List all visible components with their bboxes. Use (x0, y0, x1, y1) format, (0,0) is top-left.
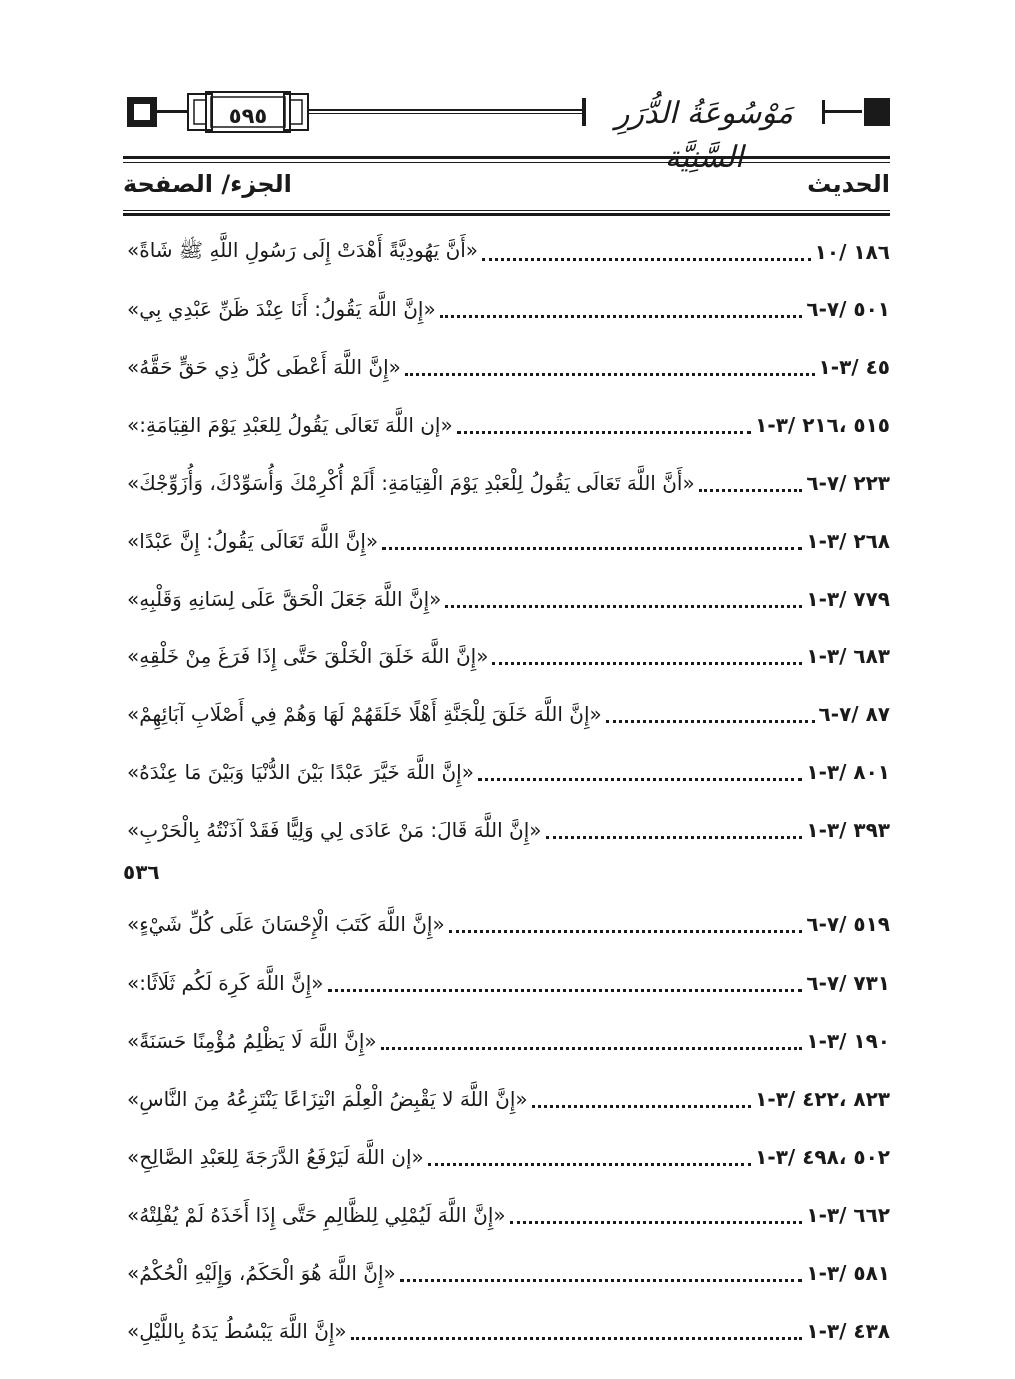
leader-dots (510, 1220, 803, 1224)
leader-dots (381, 1046, 803, 1050)
volume-page-ref: ٨٢٣ ،٤٢٢ /٣-١ (755, 1087, 890, 1111)
page-break-marker: ٥٣٦ (123, 860, 160, 884)
column-heading-hadith: الحديث (807, 170, 890, 198)
index-row (123, 1079, 890, 1119)
volume-page-ref: ٧٣١ /٧-٦ (806, 971, 890, 995)
leader-dots (449, 929, 803, 933)
leader-dots (405, 372, 815, 376)
volume-page-ref: ٥٠٢ ،٤٩٨ /٣-١ (755, 1145, 890, 1169)
leader-dots (482, 257, 811, 261)
leader-dots (492, 661, 802, 665)
hadith-text: «إِنَّ اللَّهَ كَتَبَ الْإِحْسَانَ عَلَى كُلِّ شَيْءٍ» (127, 912, 445, 936)
volume-page-ref: ٢٢٣ /٧-٦ (806, 471, 890, 495)
leader-dots (546, 835, 803, 839)
hadith-text: «إِنَّ اللَّهَ لَا يَظْلِمُ مُؤْمِنًا حَسَنَةً» (127, 1029, 377, 1053)
hadith-text: «إِنَّ اللَّهَ جَعَلَ الْحَقَّ عَلَى لِسَانِهِ وَقَلْبِهِ» (127, 587, 442, 611)
index-row (123, 1311, 890, 1351)
page-number: ٥٩٥ (228, 104, 268, 128)
header-ornament (0, 78, 1015, 158)
index-row (123, 521, 890, 561)
volume-page-ref: ٥١٩ /٧-٦ (806, 912, 890, 936)
hadith-text: «إِنَّ اللَّهَ يَبْسُطُ يَدَهُ بِاللَّيْلِ» (127, 1319, 347, 1343)
leader-dots (440, 314, 803, 318)
volume-page-ref: ٢٦٨ /٣-١ (806, 529, 890, 553)
index-row (123, 1195, 890, 1235)
hadith-text: «إِنَّ اللَّهَ لَيُمْلِي لِلظَّالِمِ حَتَّى إِذَا أَخَذَهُ لَمْ يُفْلِتْهُ» (127, 1203, 506, 1227)
volume-page-ref: ٦٨٣ /٣-١ (806, 644, 890, 668)
leader-dots (328, 988, 803, 992)
book-title: مَوْسُوعَةُ الدُّرَرِ (615, 96, 793, 131)
leader-dots (382, 546, 802, 550)
index-row (123, 405, 890, 445)
hadith-text: «إِنَّ اللَّهَ قَالَ: مَنْ عَادَى لِي وَلِيًّا فَقَدْ آذَنْتُهُ بِالْحَرْبِ» (127, 818, 542, 842)
volume-page-ref: ٤٥ /٣-١ (818, 355, 890, 379)
index-row (123, 694, 890, 734)
column-heading-volume-page: الجزء/ الصفحة (123, 170, 292, 198)
hadith-text: «إِنَّ اللَّهَ خَيَّرَ عَبْدًا بَيْنَ الدُّنْيَا وَبَيْنَ مَا عِنْدَهُ» (127, 760, 474, 784)
volume-page-ref: ١٩٠ /٣-١ (806, 1029, 890, 1053)
index-row (123, 1021, 890, 1061)
leader-dots (428, 1162, 751, 1166)
hadith-text: «إِنَّ اللَّهَ كَرِهَ لَكُم ثَلَاثًا:» (127, 971, 324, 995)
index-row (123, 810, 890, 850)
volume-page-ref: ١٨٦ /١٠ (814, 240, 890, 264)
column-rule-thick (123, 213, 890, 216)
volume-page-ref: ٧٧٩ /٣-١ (806, 587, 890, 611)
volume-page-ref: ٥١٥ ،٢١٦ /٣-١ (755, 413, 890, 437)
index-row (123, 1253, 890, 1293)
hadith-text: «إِنَّ اللَّهَ خَلَقَ الْخَلْقَ حَتَّى إِذَا فَرَغَ مِنْ خَلْقِهِ» (127, 644, 489, 668)
hadith-text: «إن اللَّهَ لَيَرْفَعُ الدَّرَجَةَ لِلعَبْدِ الصَّالِحِ» (127, 1145, 424, 1169)
index-row (123, 347, 890, 387)
index-row (123, 636, 890, 676)
index-row (123, 579, 890, 619)
index-row (123, 904, 890, 944)
hadith-text: «أَنَّ اللَّهَ تَعَالَى يَقُولُ لِلْعَبْدِ يَوْمَ الْقِيَامَةِ: أَلَمْ أُكْرِمْكَ وَأُسَوِّدْكَ، وَأُزَوِّجْكَ» (127, 471, 695, 495)
hadith-text: «إِنَّ اللَّهَ تَعَالَى يَقُولُ: إِنَّ عَبْدًا» (127, 529, 379, 553)
volume-page-ref: ٦٦٢ /٣-١ (806, 1203, 890, 1227)
hadith-text: «إِنَّ اللَّهَ هُوَ الْحَكَمُ، وَإِلَيْهِ الْحُكْمُ» (127, 1261, 396, 1285)
hadith-text: «إِنَّ اللَّهَ يَقُولُ: أَنَا عِنْدَ ظَنِّ عَبْدِي بِي» (127, 297, 436, 321)
leader-dots (445, 604, 802, 608)
leader-dots (699, 488, 803, 492)
volume-page-ref: ٥٠١ /٧-٦ (806, 297, 890, 321)
volume-page-ref: ٨٠١ /٣-١ (806, 760, 890, 784)
leader-dots (532, 1104, 751, 1108)
leader-dots (478, 777, 802, 781)
header-rule-top (123, 156, 890, 159)
header-rule-thin (123, 162, 890, 163)
leader-dots (351, 1336, 803, 1340)
index-row (123, 289, 890, 329)
leader-dots (606, 719, 815, 723)
volume-page-ref: ٨٧ /٧-٦ (818, 702, 890, 726)
leader-dots (400, 1278, 803, 1282)
hadith-text: «إِنَّ اللَّهَ لا يَقْبِضُ الْعِلْمَ انْتِزَاعًا يَنْتَزِعُهُ مِنَ النَّاسِ» (127, 1087, 528, 1111)
index-row (123, 963, 890, 1003)
volume-page-ref: ٤٣٨ /٣-١ (806, 1319, 890, 1343)
volume-page-ref: ٥٨١ /٣-١ (806, 1261, 890, 1285)
index-row (123, 232, 890, 272)
leader-dots (457, 430, 751, 434)
index-row (123, 1137, 890, 1177)
hadith-text: «إِنَّ اللَّهَ خَلَقَ لِلْجَنَّةِ أَهْلًا خَلَقَهُمْ لَهَا وَهُمْ فِي أَصْلَابِ آبَائِهِمْ» (127, 702, 602, 726)
hadith-text: «إِنَّ اللَّهَ أَعْطَى كُلَّ ذِي حَقٍّ حَقَّهُ» (127, 355, 401, 379)
index-row (123, 463, 890, 503)
hadith-text: «أَنَّ يَهُودِيَّةً أَهْدَتْ إِلَى رَسُولِ اللَّهِ ﷺ شَاةً» (127, 237, 479, 262)
column-rule-thin (123, 210, 890, 211)
volume-page-ref: ٣٩٣ /٣-١ (806, 818, 890, 842)
page-header (0, 78, 1015, 158)
index-row (123, 752, 890, 792)
hadith-text: «إن اللَّهَ تَعَالَى يَقُولُ لِلعَبْدِ يَوْمَ القِيَامَةِ:» (127, 413, 453, 437)
